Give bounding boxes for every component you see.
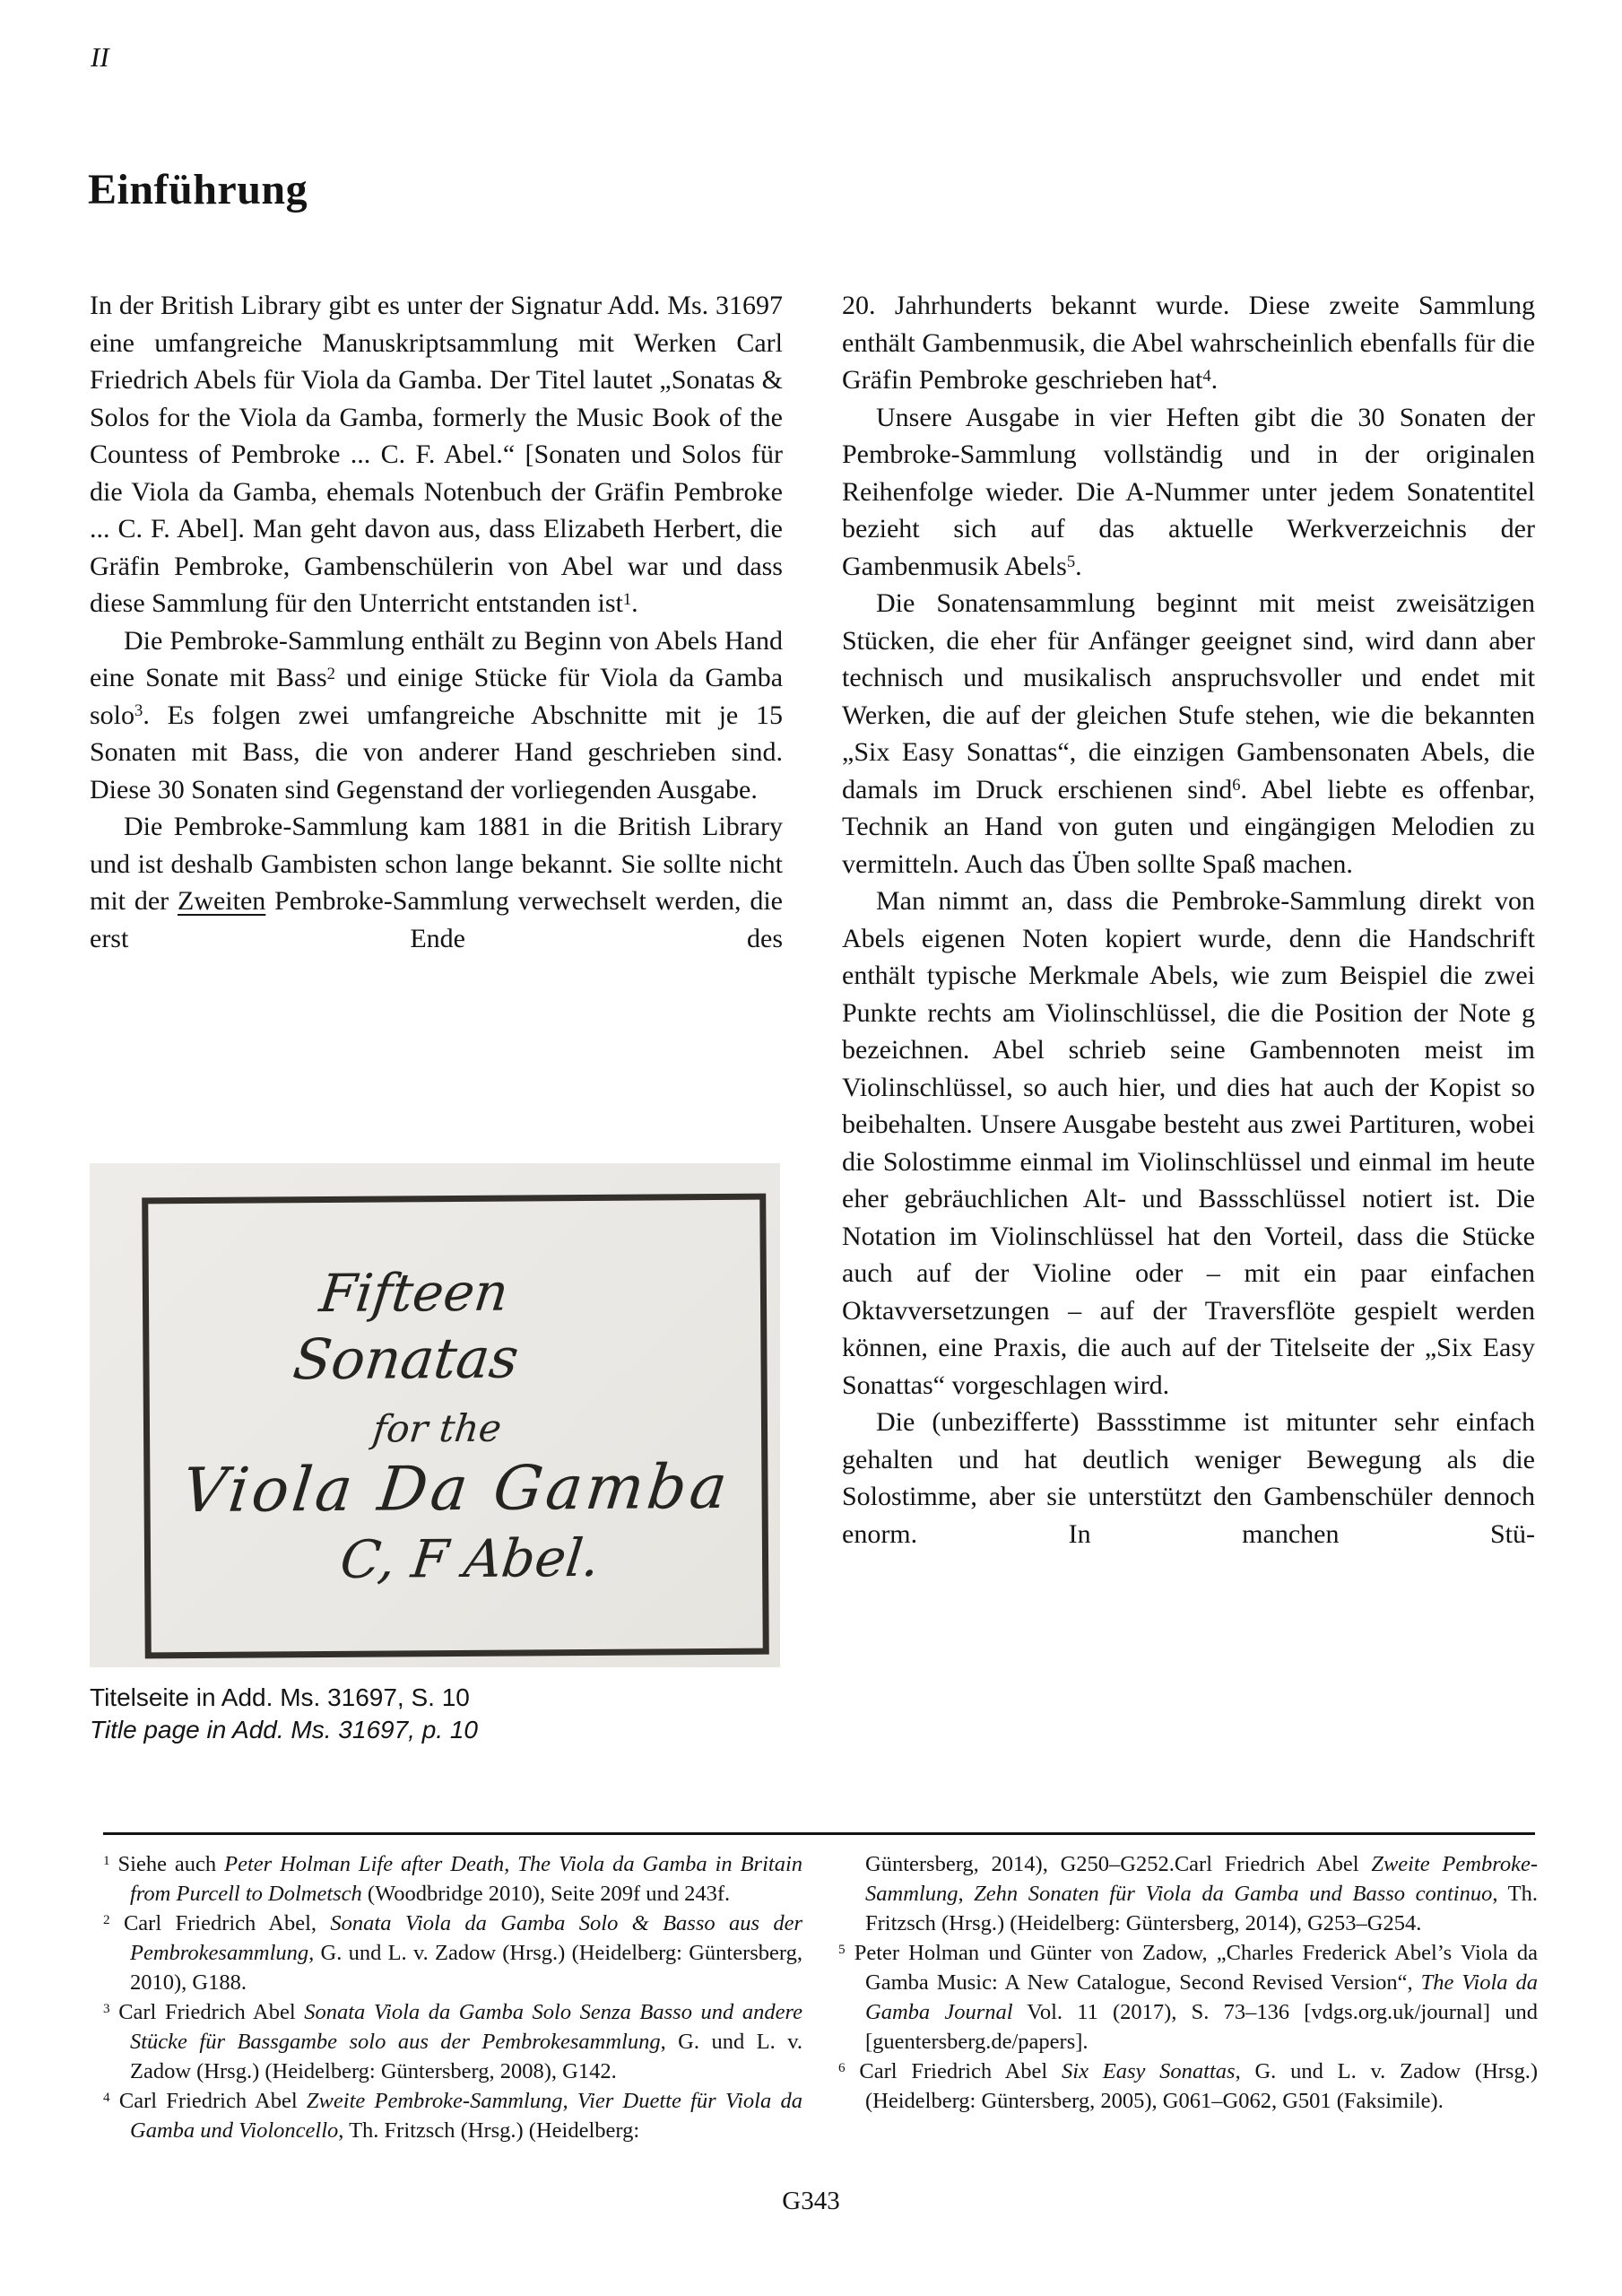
manuscript-scan-image — [90, 1163, 780, 1667]
text-segment: Die (unbezifferte) Bassstimme ist mitunter sehr einfach gehalten und hat deutlich weniger Bewegung als die Solostimme, aber sie unterstützt den Gambenschüler dennoch enorm. In manchen Stü- — [842, 1407, 1535, 1549]
paragraph — [842, 585, 1535, 883]
text-segment: . — [1210, 365, 1219, 395]
footnotes-column-left — [103, 1849, 802, 2145]
hand-drawn-border — [142, 1194, 769, 1659]
page-number-bottom: G343 — [782, 2187, 840, 2215]
figure-caption-de: Titelseite in Add. Ms. 31697, S. 10 — [90, 1683, 470, 1711]
footnote — [838, 1938, 1538, 2057]
text-segment: Güntersberg, 2014), G250–G252.Carl Friedrich Abel — [865, 1852, 1372, 1876]
page-title: Einführung — [88, 166, 308, 213]
footnote — [103, 2086, 802, 2145]
footnote-marker: 3 — [134, 701, 143, 721]
text-segment: The Viola da Gamba Journal — [865, 1970, 1538, 2024]
footnote-number: 4 — [103, 2090, 110, 2106]
text-segment: Pembroke-Sammlung verwechselt werden, die erst Ende des — [90, 886, 783, 953]
footnotes-column-right — [838, 1849, 1538, 2145]
text-segment: Die Pembroke-Sammlung enthält zu Beginn von Abels Hand eine Sonate mit Bass — [90, 625, 783, 692]
footnote-marker: 4 — [1202, 366, 1211, 386]
paragraph — [90, 622, 783, 809]
text-segment: und einige Stücke für Viola da Gamba solo — [90, 663, 784, 730]
text-segment: Zweite Pembroke-Sammlung, Vier Duette für Viola da Gamba und Violoncello — [130, 2089, 802, 2143]
footnote-number: 3 — [103, 2001, 110, 2017]
text-segment: . — [631, 588, 638, 618]
footnote-number: 1 — [103, 1853, 110, 1869]
text-segment: , Th. Fritzsch (Hrsg.) (Heidelberg: — [338, 2118, 640, 2143]
handwritten-line: C, F Abel. — [337, 1526, 603, 1590]
paragraph — [90, 287, 783, 622]
text-segment: Carl Friedrich Abel — [118, 2000, 305, 2024]
text-segment: Zweiten — [178, 886, 266, 916]
text-segment: . Es folgen zwei umfangreiche Abschnitte mit je 15 Sonaten mit Bass, die von anderer Hand geschrieben sind. Diese 30 Sonaten sind Gegenstand der vorliegenden Ausgabe. — [90, 700, 783, 804]
footnote-number: 6 — [838, 2060, 846, 2076]
footnote — [103, 1909, 802, 1997]
handwritten-line: Sonatas — [290, 1325, 522, 1393]
footnote — [103, 1849, 802, 1909]
handwritten-line: for the — [370, 1405, 505, 1451]
handwritten-line: Viola Da Gamba — [178, 1451, 734, 1527]
text-segment: Siehe auch — [117, 1852, 225, 1876]
text-segment: Carl Friedrich Abel — [859, 2059, 1063, 2083]
footnotes — [103, 1849, 1538, 2145]
footnote-marker: 5 — [1066, 552, 1076, 572]
text-segment: Peter Holman und Günter von Zadow, „Charles Frederick Abel’s Viola da Gamba Music: A New Catalogue, Second Revised Version“, — [854, 1941, 1538, 1995]
body-column-right — [842, 287, 1535, 1552]
text-segment: , G. und L. v. Zadow (Hrsg.) (Heidelberg: Güntersberg, 2008), G142. — [130, 2030, 802, 2083]
figure-wrapper — [90, 1163, 780, 1746]
footnote-marker: 2 — [326, 664, 335, 683]
text-segment: Vol. 11 (2017), S. 73–136 [vdgs.org.uk/journal] und [guentersberg.de/papers]. — [865, 2000, 1538, 2054]
text-segment: . Abel liebte es offenbar, Technik an Hand von guten und eingängigen Melodien zu vermitteln. Auch das Üben sollte Spaß machen. — [842, 774, 1535, 879]
footnote-marker: 6 — [1232, 776, 1241, 796]
footnote — [838, 2057, 1538, 2116]
footnote — [838, 1849, 1538, 1938]
text-segment: Die Pembroke-Sammlung kam 1881 in die British Library und ist deshalb Gambisten schon lange bekannt. Sie sollte nicht mit der — [90, 812, 783, 916]
figure-title-page — [90, 1163, 780, 1746]
footnote-separator-rule — [103, 1832, 1535, 1835]
text-segment: Man nimmt an, dass die Pembroke-Sammlung direkt von Abels eigenen Noten kopiert wurde, denn die Handschrift enthält typische Merkmale Abels, wie zum Beispiel die zwei Punkte rechts am Violinschlüssel, die die Position der Note g bezeichnen. Abel schrieb seine Gambennoten meist im Violinschlüssel, so auch hier, und dies hat auch der Kopist so beibehalten. Unsere Ausgabe besteht aus zwei Partituren, wobei die Solostimme einmal im Violinschlüssel und einmal im heute eher gebräuchlichen Alt- und Bassschlüssel notiert ist. Die Notation im Violinschlüssel hat den Vorteil, dass die Stücke auch auf der Violine oder – mit ein paar einfachen Oktavversetzungen – auf der Traversflöte gespielt werden können, eine Praxis, die auch auf der Titelseite der „Six Easy Sonattas“ vorgeschlagen wird. — [842, 886, 1535, 1400]
figure-caption-en: Title page in Add. Ms. 31697, p. 10 — [90, 1716, 478, 1744]
text-segment: Zweite Pembroke-Sammlung, Zehn Sonaten für Viola da Gamba und Basso continuo — [865, 1852, 1538, 1906]
page-number-top: II — [91, 41, 109, 73]
text-segment: , Th. Fritzsch (Hrsg.) (Heidelberg: Güntersberg, 2014), G253–G254. — [865, 1882, 1538, 1935]
text-segment: Die Sonatensammlung beginnt mit meist zweisätzigen Stücken, die eher für Anfänger geeignet sind, wird dann aber technisch und musikalisch anspruchsvoller und endet mit Werken, die auf der gleichen Stufe stehen, wie die bekannten „Six Easy Sonattas“, die einzigen Gambensonaten Abels, die damals im Druck erschienen sind — [842, 588, 1535, 804]
paragraph — [842, 287, 1535, 399]
text-segment: Peter Holman Life after Death, The Viola da Gamba in Britain from Purcell to Dolmetsch — [130, 1852, 803, 1906]
handwritten-line: Fifteen — [317, 1261, 512, 1325]
text-segment: , G. und L. v. Zadow (Hrsg.) (Heidelberg: Güntersberg, 2005), G061–G062, G501 (Faksimile). — [865, 2059, 1538, 2113]
text-segment: (Woodbridge 2010), Seite 209f und 243f. — [361, 1882, 731, 1906]
paragraph — [90, 808, 783, 957]
text-segment: . — [1075, 551, 1082, 581]
paragraph — [842, 1404, 1535, 1552]
handwritten-text — [149, 1259, 763, 1593]
paragraph — [842, 399, 1535, 586]
text-segment: Six Easy Sonattas — [1062, 2059, 1236, 2083]
paragraph — [842, 883, 1535, 1404]
figure-caption — [90, 1682, 780, 1746]
text-segment: Sonata Viola da Gamba Solo Senza Basso und andere Stücke für Bassgambe solo aus der Pembrokesammlung — [130, 2000, 803, 2054]
text-segment: Unsere Ausgabe in vier Heften gibt die 30 Sonaten der Pembroke-Sammlung vollständig und in der originalen Reihenfolge wieder. Die A-Nummer unter jedem Sonatentitel bezieht sich auf das aktuelle Werkverzeichnis der Gambenmusik Abels — [842, 402, 1535, 581]
text-segment: G. und L. v. Zadow (Hrsg.) (Heidelberg: Güntersberg, 2010), G188. — [130, 1941, 802, 1995]
text-segment: Carl Friedrich Abel — [118, 2089, 307, 2113]
text-segment: In der British Library gibt es unter der Signatur Add. Ms. 31697 eine umfangreiche Manuskriptsammlung mit Werken Carl Friedrich Abels für Viola da Gamba. Der Titel lautet „Sonatas & Solos for the Viola da Gamba, formerly the Music Book of the Countess of Pembroke ... C. F. Abel.“ [Sonaten und Solos für die Viola da Gamba, ehemals Notenbuch der Gräfin Pembroke ... C. F. Abel]. Man geht davon aus, dass Elizabeth Herbert, die Gräfin Pembroke, Gambenschülerin von Abel war und dass diese Sammlung für den Unterricht entstanden ist — [90, 291, 783, 618]
footnote-marker: 1 — [622, 589, 632, 609]
text-segment: 20. Jahrhunderts bekannt wurde. Diese zweite Sammlung enthält Gambenmusik, die Abel wahrscheinlich ebenfalls für die Gräfin Pembroke geschrieben hat — [842, 291, 1535, 395]
footnote — [103, 1997, 802, 2086]
footnote-number: 2 — [103, 1912, 110, 1928]
footnote-number: 5 — [838, 1942, 846, 1958]
text-segment: Sonata Viola da Gamba Solo & Basso aus der Pembrokesammlung, — [130, 1911, 803, 1965]
text-segment: Carl Friedrich Abel, — [123, 1911, 331, 1935]
